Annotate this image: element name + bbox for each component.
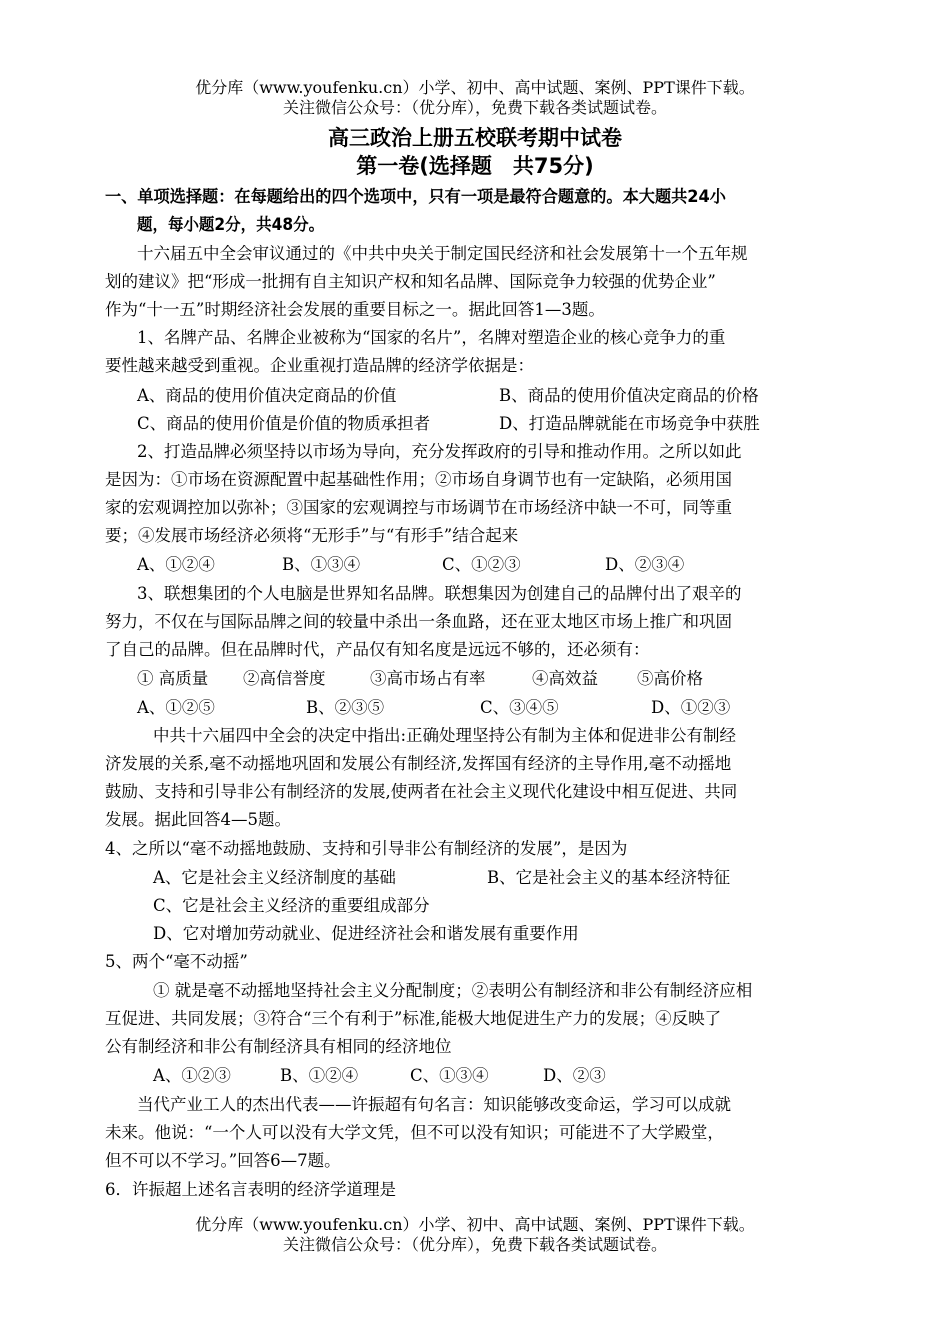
question-2-option-c: C、①②③ bbox=[442, 555, 521, 574]
material-3-line: 当代产业工人的杰出代表——许振超有句名言：知识能够改变命运，学习可以成就 bbox=[137, 1095, 731, 1114]
question-1-stem: 1、名牌产品、名牌企业被称为“国家的名片”，名牌对塑造企业的核心竞争力的重 bbox=[137, 328, 726, 347]
question-3-item: ① 高质量 bbox=[137, 669, 209, 688]
question-3-option-a: A、①②⑤ bbox=[137, 698, 215, 717]
page-title: 高三政治上册五校联考期中试卷 bbox=[328, 126, 622, 150]
section-heading-line-2: 题，每小题2分，共48分。 bbox=[137, 215, 325, 234]
question-5-stem: 5、两个“毫不动摇” bbox=[105, 952, 248, 971]
question-3-option-d: D、①②③ bbox=[651, 698, 731, 717]
question-2-option-a: A、①②④ bbox=[137, 555, 215, 574]
material-3-line: 但不可以不学习。”回答6—7题。 bbox=[105, 1151, 341, 1170]
material-3-line: 未来。他说：“一个人可以没有大学文凭，但不可以没有知识；可能进不了大学殿堂， bbox=[105, 1123, 724, 1142]
question-2-option-b: B、①③④ bbox=[282, 555, 361, 574]
footer-line-1: 优分库（www.youfenku.cn）小学、初中、高中试题、案例、PPT课件下载。 bbox=[195, 1215, 755, 1234]
question-2-stem: 要；④发展市场经济必须将“无形手”与“有形手”结合起来 bbox=[105, 526, 519, 545]
question-5-option-b: B、①②④ bbox=[280, 1066, 359, 1085]
material-1-line: 十六届五中全会审议通过的《中共中央关于制定国民经济和社会发展第十一个五年规 bbox=[137, 244, 748, 263]
question-3-item: ③高市场占有率 bbox=[370, 669, 486, 688]
question-3-item: ⑤高价格 bbox=[637, 669, 703, 688]
question-5-option-a: A、①②③ bbox=[153, 1066, 231, 1085]
question-4-option-a: A、它是社会主义经济制度的基础 bbox=[153, 868, 396, 887]
page-subtitle: 第一卷(选择题 共75分) bbox=[356, 154, 594, 178]
question-5-body: ① 就是毫不动摇地坚持社会主义分配制度；②表明公有制经济和非公有制经济应相 bbox=[153, 981, 753, 1000]
question-6-stem: 6．许振超上述名言表明的经济学道理是 bbox=[105, 1180, 396, 1199]
question-1-stem: 要性越来越受到重视。企业重视打造品牌的经济学依据是： bbox=[105, 356, 534, 375]
header-line-1: 优分库（www.youfenku.cn）小学、初中、高中试题、案例、PPT课件下载。 bbox=[195, 78, 755, 97]
header-line-2: 关注微信公众号：（优分库），免费下载各类试题试卷。 bbox=[282, 98, 667, 117]
question-3-stem: 努力，不仅在与国际品牌之间的较量中杀出一条血路，还在亚太地区市场上推广和巩固 bbox=[105, 612, 732, 631]
question-1-option-c: C、商品的使用价值是价值的物质承担者 bbox=[137, 414, 431, 433]
material-2-line: 中共十六届四中全会的决定中指出:正确处理坚持公有制为主体和促进非公有制经 bbox=[153, 726, 737, 745]
question-4-stem: 4、之所以“毫不动摇地鼓励、支持和引导非公有制经济的发展”，是因为 bbox=[105, 839, 628, 858]
question-5-option-d: D、②③ bbox=[543, 1066, 606, 1085]
question-1-option-b: B、商品的使用价值决定商品的价格 bbox=[499, 386, 759, 405]
material-2-line: 鼓励、支持和引导非公有制经济的发展,使两者在社会主义现代化建设中相互促进、共同 bbox=[105, 782, 738, 801]
question-3-item: ②高信誉度 bbox=[243, 669, 326, 688]
question-1-option-a: A、商品的使用价值决定商品的价值 bbox=[137, 386, 397, 405]
material-2-line: 济发展的关系,毫不动摇地巩固和发展公有制经济,发挥国有经济的主导作用,毫不动摇地 bbox=[105, 754, 732, 773]
question-4-option-b: B、它是社会主义的基本经济特征 bbox=[487, 868, 731, 887]
question-3-option-c: C、③④⑤ bbox=[480, 698, 559, 717]
section-heading-line-1: 一、单项选择题：在每题给出的四个选项中，只有一项是最符合题意的。本大题共24小 bbox=[105, 187, 726, 206]
question-2-stem: 是因为：①市场在资源配置中起基础性作用；②市场自身调节也有一定缺陷，必须用国 bbox=[105, 470, 732, 489]
question-4-option-c: C、它是社会主义经济的重要组成部分 bbox=[153, 896, 430, 915]
material-1-line: 作为“十一五”时期经济社会发展的重要目标之一。据此回答1—3题。 bbox=[105, 300, 605, 319]
question-3-option-b: B、②③⑤ bbox=[306, 698, 385, 717]
question-5-body: 公有制经济和非公有制经济具有相同的经济地位 bbox=[105, 1037, 452, 1056]
material-2-line: 发展。据此回答4—5题。 bbox=[105, 810, 291, 829]
question-3-stem: 了自己的品牌。但在品牌时代，产品仅有知名度是远远不够的，还必须有： bbox=[105, 640, 650, 659]
material-1-line: 划的建议》把“形成一批拥有自主知识产权和知名品牌、国际竞争力较强的优势企业” bbox=[105, 272, 716, 291]
question-3-stem: 3、联想集团的个人电脑是世界知名品牌。联想集因为创建自己的品牌付出了艰辛的 bbox=[137, 584, 742, 603]
question-2-option-d: D、②③④ bbox=[605, 555, 685, 574]
question-2-stem: 家的宏观调控加以弥补；③国家的宏观调控与市场调节在市场经济中缺一不可，同等重 bbox=[105, 498, 732, 517]
question-1-option-d: D、打造品牌就能在市场竞争中获胜 bbox=[499, 414, 760, 433]
question-2-stem: 2、打造品牌必须坚持以市场为导向，充分发挥政府的引导和推动作用。之所以如此 bbox=[137, 442, 742, 461]
question-3-item: ④高效益 bbox=[532, 669, 598, 688]
question-5-option-c: C、①③④ bbox=[410, 1066, 489, 1085]
question-5-body: 互促进、共同发展；③符合“三个有利于”标准,能极大地促进生产力的发展；④反映了 bbox=[105, 1009, 722, 1028]
footer-line-2: 关注微信公众号：（优分库），免费下载各类试题试卷。 bbox=[282, 1235, 667, 1254]
question-4-option-d: D、它对增加劳动就业、促进经济社会和谐发展有重要作用 bbox=[153, 924, 579, 943]
